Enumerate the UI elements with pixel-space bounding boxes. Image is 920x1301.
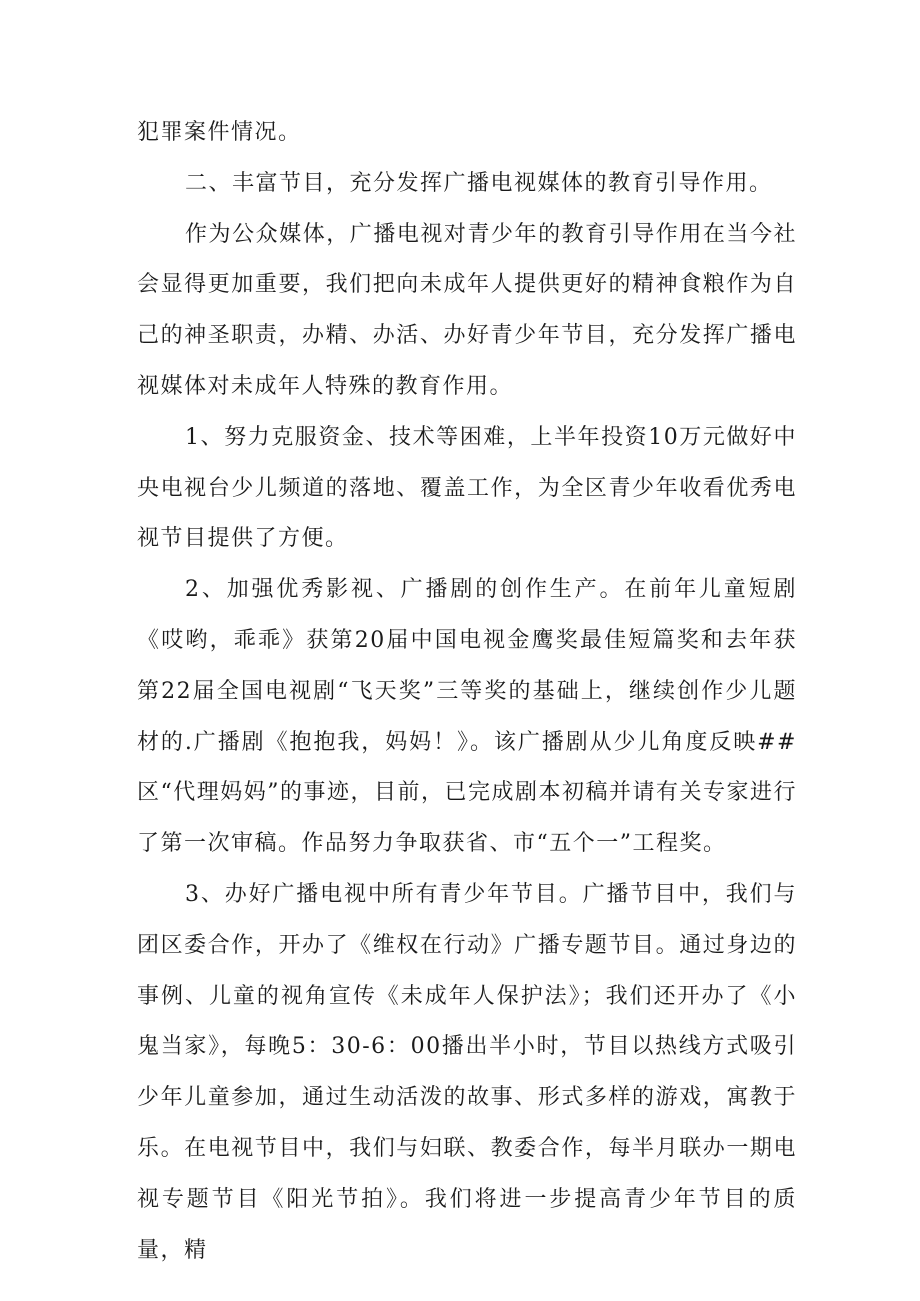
paragraph-3: 作为公众媒体，广播电视对青少年的教育引导作用在当今社会显得更加重要，我们把向未成年人提供更好的精神食粮作为自己的神圣职责，办精、办活、办好青少年节目，充分发挥广播电视媒体对未成年人特殊的教育作用。 (137, 221, 797, 399)
document-body (137, 108, 797, 1276)
paragraph-2: 二、丰富节目，充分发挥广播电视媒体的教育引导作用。 (185, 170, 773, 196)
paragraph-6: 3、办好广播电视中所有青少年节目。广播节目中，我们与团区委合作，开办了《维权在行动》广播专题节目。通过身边的事例、儿童的视角宣传《未成年人保护法》；我们还开办了《小鬼当家》，每晚5：30-6：00播出半小时，节目以热线方式吸引少年儿童参加，通过生动活泼的故事、形式多样的游戏，寓教于乐。在电视节目中，我们与妇联、教委合作，每半月联办一期电视专题节目《阳光节拍》。我们将进一步提高青少年节目的质量，精 (137, 881, 797, 1263)
paragraph-4: 1、努力克服资金、技术等困难，上半年投资10万元做好中央电视台少儿频道的落地、覆盖工作，为全区青少年收看优秀电视节目提供了方便。 (137, 424, 797, 552)
paragraph-1: 犯罪案件情况。 (137, 120, 302, 145)
paragraph-5: 2、加强优秀影视、广播剧的创作生产。在前年儿童短剧《哎哟，乖乖》获第20届中国电视金鹰奖最佳短篇奖和去年获第22届全国电视剧“飞天奖”三等奖的基础上，继续创作少儿题材的.广播剧《抱抱我，妈妈！》。该广播剧从少儿角度反映##区“代理妈妈”的事迹，目前，已完成剧本初稿并请有关专家进行了第一次审稿。作品努力争取获省、市“五个一”工程奖。 (137, 577, 797, 857)
